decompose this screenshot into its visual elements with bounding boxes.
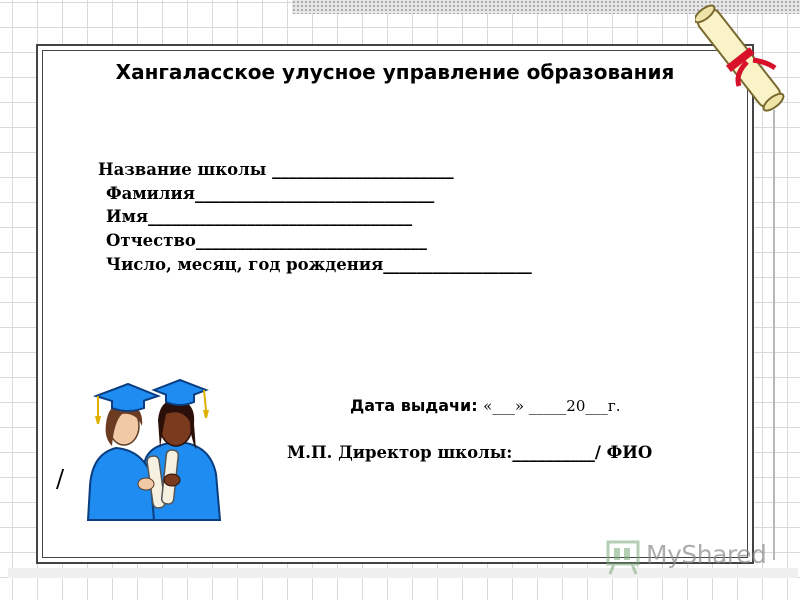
school-name-line: ______________________ [272, 160, 454, 179]
signature-slash: / [56, 465, 65, 493]
issue-date-value: «___» _____20___г. [483, 397, 621, 415]
director-signature: М.П. Директор школы:__________/ ФИО [287, 443, 653, 462]
surname-field [106, 184, 434, 203]
watermark-text: MyShared [646, 540, 767, 569]
certificate-heading: Хангаласское улусное управление образования [115, 60, 675, 84]
grid-accent-line [773, 110, 775, 560]
scroll-icon [695, 2, 790, 112]
first-name-line: ________________________________ [148, 207, 413, 226]
first-name-field [106, 207, 412, 226]
issue-date [350, 396, 621, 416]
surname-label: Фамилия [106, 184, 195, 203]
birthdate-line: __________________ [383, 255, 532, 274]
patronymic-line: ____________________________ [195, 231, 427, 250]
school-name-label: Название школы [98, 160, 273, 179]
birthdate-field [106, 255, 532, 274]
birthdate-label: Число, месяц, год рождения [106, 255, 384, 274]
issue-date-label: Дата выдачи: [350, 396, 484, 415]
school-name-field [98, 160, 454, 179]
patronymic-label: Отчество [106, 231, 196, 250]
surname-line: _____________________________ [194, 184, 435, 203]
patronymic-field [106, 231, 427, 250]
first-name-label: Имя [106, 207, 149, 226]
graduates-clipart [86, 374, 226, 522]
